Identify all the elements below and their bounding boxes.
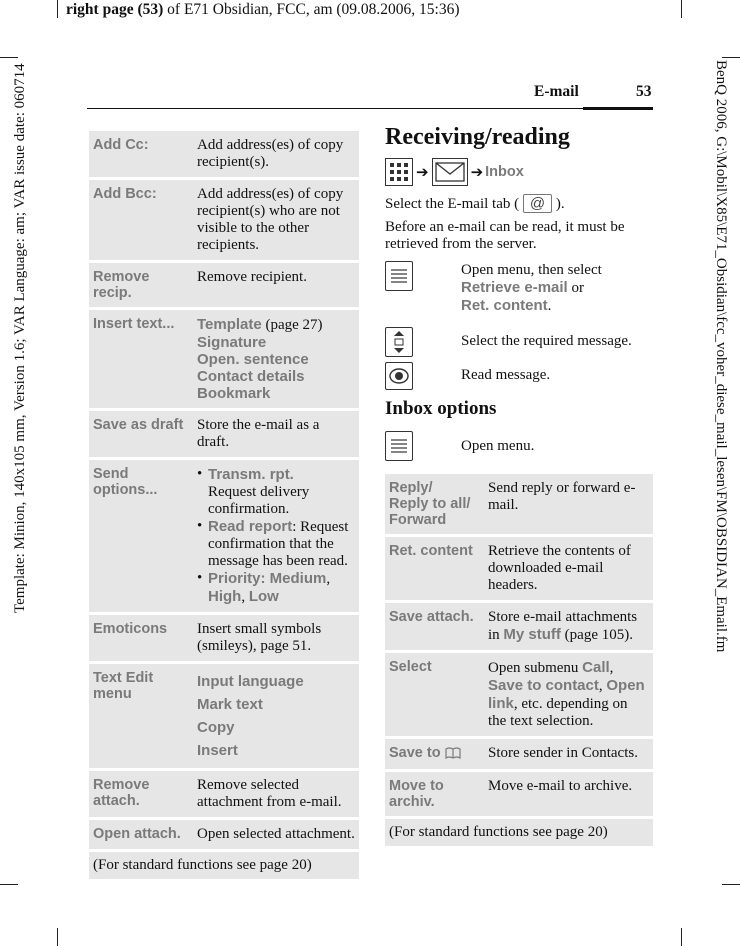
select-tab-text: Select the E-mail tab ( @ ). <box>385 195 565 212</box>
table-row: Insert text... Template (page 27) Signature Open. sentence Contact details Bookmark <box>89 310 359 408</box>
table-row: Text Edit menu Input language Mark text Copy Insert <box>89 664 359 768</box>
arrow-right-icon: ➔ <box>416 164 429 181</box>
inbox-label: Inbox <box>485 164 524 180</box>
left-function-table <box>89 128 359 882</box>
navigation-updown-icon <box>385 327 413 357</box>
header-rule-thick <box>583 107 653 110</box>
table-row: Reply/ Reply to all/ Forward Send reply or forward e-mail. <box>385 474 653 534</box>
table-row: Remove recip. Remove recipient. <box>89 263 359 307</box>
step-select-message: Select the required message. <box>461 333 632 349</box>
table-footer: (For standard functions see page 20) <box>385 819 653 846</box>
table-row: Save to Store sender in Contacts. <box>385 739 653 769</box>
book-icon <box>445 747 461 763</box>
table-row: Remove attach. Remove selected attachment from e-mail. <box>89 771 359 817</box>
table-footer: (For standard functions see page 20) <box>89 852 359 879</box>
running-head-title: E-mail <box>534 83 579 100</box>
table-row: Ret. content Retrieve the contents of downloaded e-mail headers. <box>385 537 653 600</box>
table-row: Open attach. Open selected attachment. <box>89 820 359 849</box>
menu-key-icon <box>385 261 413 291</box>
step-open-menu-retrieve: Open menu, then select Retrieve e-mail or Ret. content. <box>461 262 602 314</box>
crop-mark <box>681 928 682 946</box>
table-row: Send options... • Transm. rpt. Request delivery confirmation. • Read report: Request confirmation that the message has been read. • Priority: Medium, High, Low <box>89 460 359 612</box>
inbox-options-table <box>385 471 653 849</box>
crop-mark <box>681 0 682 18</box>
file-path: BenQ 2006, G:\Mobil\X85\E71_Obsidian\fcc_voher_diese_mail_lesen\FM\OBSIDIAN_Email.fm <box>713 60 729 653</box>
crop-mark <box>0 57 18 58</box>
step-open-menu: Open menu. <box>461 438 535 454</box>
section-heading: Receiving/reading <box>385 124 570 150</box>
table-row: Move to archiv. Move e-mail to archive. <box>385 772 653 816</box>
arrow-right-icon: ➔ <box>470 164 484 181</box>
print-header: right page (53) of E71 Obsidian, FCC, am (09.08.2006, 15:36) <box>66 1 460 18</box>
table-row: Save attach. Store e-mail attachments in My stuff (page 105). <box>385 603 653 650</box>
header-rule <box>87 108 583 109</box>
table-row: Add Cc: Add address(es) of copy recipient(s). <box>89 131 359 177</box>
template-info: Template: Minion, 140x105 mm, Version 1.6; VAR Language: am; VAR issue date: 060714 <box>12 63 28 613</box>
before-read-text: Before an e-mail can be read, it must be retrieved from the server. <box>385 219 625 252</box>
menu-key-icon <box>385 431 413 461</box>
envelope-icon <box>432 158 468 186</box>
page-number: 53 <box>636 83 652 100</box>
crop-mark <box>722 884 740 885</box>
center-key-icon <box>385 362 413 390</box>
table-row: Add Bcc: Add address(es) of copy recipient(s) who are not visible to the other recipients. <box>89 180 359 260</box>
navigation-path <box>385 156 524 188</box>
inbox-options-heading: Inbox options <box>385 398 497 419</box>
crop-mark <box>0 884 18 885</box>
step-read-message: Read message. <box>461 367 551 383</box>
table-row: Save as draft Store the e-mail as a draft. <box>89 411 359 457</box>
at-tab-icon: @ <box>523 194 552 213</box>
menu-grid-icon <box>385 158 413 186</box>
crop-mark <box>57 928 58 946</box>
crop-mark <box>722 57 740 58</box>
table-row: Emoticons Insert small symbols (smileys), page 51. <box>89 615 359 661</box>
table-row: Select Open submenu Call, Save to contact, Open link, etc. depending on the text selection. <box>385 653 653 736</box>
crop-mark <box>57 0 58 18</box>
